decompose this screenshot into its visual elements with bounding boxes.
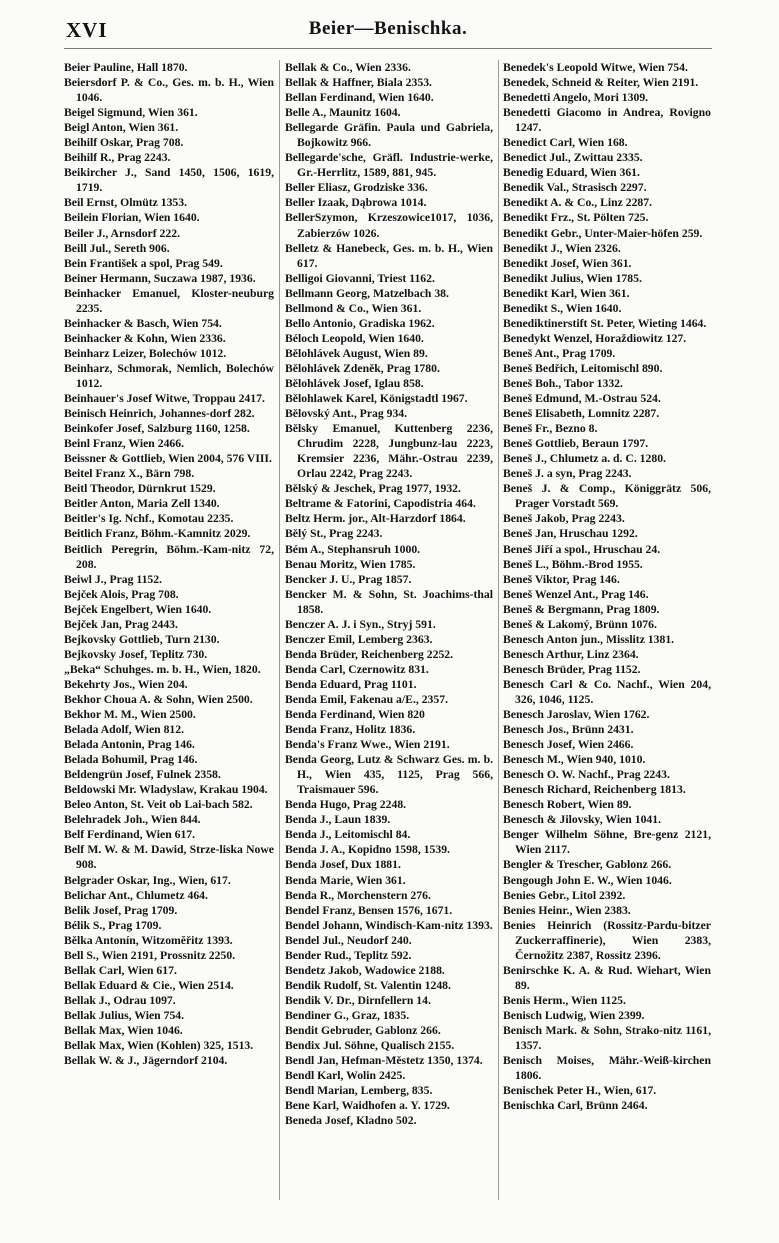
directory-entry: Bělka Antonín, Witzomĕřitz 1393. xyxy=(64,933,233,947)
directory-entry: Bělský & Jeschek, Prag 1977, 1932. xyxy=(285,482,461,496)
directory-entry: Benesch Anton jun., Misslitz 1381. xyxy=(503,632,675,646)
directory-entry: Beneš Jan, Hruschau 1292. xyxy=(503,527,638,541)
directory-entry: Belehradek Joh., Wien 844. xyxy=(64,813,201,827)
directory-entry: Benischka Carl, Brünn 2464. xyxy=(503,1099,648,1113)
directory-entry: Benda Eduard, Prag 1101. xyxy=(285,677,417,691)
directory-entry: Benda Franz, Holitz 1836. xyxy=(285,723,416,737)
directory-entry: Benda J., Laun 1839. xyxy=(285,813,391,827)
directory-entry: Benirschke K. A. & Rud. Wiehart, Wien 89. xyxy=(503,963,711,992)
directory-entry: Bencker J. U., Prag 1857. xyxy=(285,572,412,586)
directory-entry: Bene Karl, Waidhofen a. Y. 1729. xyxy=(285,1099,450,1113)
directory-entry: Bejkovsky Josef, Teplitz 730. xyxy=(64,647,208,661)
directory-entry: Beneš Fr., Bezno 8. xyxy=(503,422,598,436)
directory-entry: Benedetti Giacomo in Andrea, Rovigno 1247. xyxy=(503,106,711,135)
directory-entry: Belligoi Giovanni, Triest 1162. xyxy=(285,271,435,285)
directory-entry: Bengler & Trescher, Gablonz 266. xyxy=(503,858,672,872)
directory-entry: Benesch O. W. Nachf., Prag 2243. xyxy=(503,768,670,782)
directory-entry: Beitlich Peregrin, Böhm.-Kam-nitz 72, 208. xyxy=(64,542,274,571)
directory-entry: Belle A., Maunitz 1604. xyxy=(285,106,401,120)
column-divider xyxy=(279,60,280,1200)
page-number: XVI xyxy=(66,18,108,42)
directory-entry: Bendl Marian, Lemberg, 835. xyxy=(285,1084,433,1098)
directory-entry: Bendiner G., Graz, 1835. xyxy=(285,1008,410,1022)
directory-entry: Bělsky Emanuel, Kuttenberg 2236, Chrudim 2228, Jungbunz-lau 2223, Kremsier 2236, Mähr.-Ostrau 2239, Orlau 2242, Prag 2243. xyxy=(285,422,493,481)
directory-entry: Bendix Jul. Söhne, Qualisch 2155. xyxy=(285,1039,455,1053)
directory-entry: Beneš Bedřich, Leitomischl 890. xyxy=(503,361,663,375)
directory-entry: Beneš J., Chlumetz a. d. C. 1280. xyxy=(503,452,666,466)
directory-entry: Beltrame & Fatorini, Capodistria 464. xyxy=(285,497,476,511)
directory-entry: Benedik Val., Strasisch 2297. xyxy=(503,181,647,195)
directory-entry: Bellegarde Gräfin. Paula und Gabriela, Bojkowitz 966. xyxy=(285,121,493,150)
directory-entry: Beltz Herm. jor., Alt-Harzdorf 1864. xyxy=(285,512,466,526)
directory-entry: Bělohlávek Josef, Iglau 858. xyxy=(285,376,424,390)
directory-entry: Bellmann Georg, Matzelbach 38. xyxy=(285,286,449,300)
directory-entry: Beneda Josef, Kladno 502. xyxy=(285,1114,417,1128)
directory-entry: Beil Ernst, Olmütz 1353. xyxy=(64,196,188,210)
directory-entry: „Beka“ Schuhges. m. b. H., Wien, 1820. xyxy=(64,662,261,676)
directory-entry: Beill Jul., Sereth 906. xyxy=(64,241,170,255)
directory-entry: Belf Ferdinand, Wien 617. xyxy=(64,828,196,842)
directory-entry: Beinl Franz, Wien 2466. xyxy=(64,437,185,451)
directory-entry: Bělohlávek Zdeněk, Prag 1780. xyxy=(285,361,440,375)
column-1 xyxy=(64,60,274,1232)
page-header xyxy=(58,18,718,44)
directory-entry: Benedykt Wenzel, Horaždiowitz 127. xyxy=(503,331,687,345)
directory-entry: Benedikt Karl, Wien 361. xyxy=(503,286,630,300)
directory-entry: Bellak Julius, Wien 754. xyxy=(64,1008,185,1022)
directory-entry: Benda Hugo, Prag 2248. xyxy=(285,798,407,812)
directory-entry: Benda Brüder, Reichenberg 2252. xyxy=(285,647,454,661)
directory-entry: Benischek Peter H., Wien, 617. xyxy=(503,1084,657,1098)
directory-entry: Benesch Brüder, Prag 1152. xyxy=(503,662,641,676)
directory-entry: Beinisch Heinrich, Johannes-dorf 282. xyxy=(64,407,255,421)
directory-entry: Beller Eliasz, Grodziske 336. xyxy=(285,181,428,195)
directory-entry: Benesch Arthur, Linz 2364. xyxy=(503,647,639,661)
directory-entry: Beiler J., Arnsdorf 222. xyxy=(64,226,181,240)
directory-entry: Beiner Hermann, Suczawa 1987, 1936. xyxy=(64,271,256,285)
directory-entry: Benesch Richard, Reichenberg 1813. xyxy=(503,783,686,797)
directory-entry: Bělovský Ant., Prag 934. xyxy=(285,407,408,421)
directory-entry: Benedikt A. & Co., Linz 2287. xyxy=(503,196,653,210)
directory-entry: Beilein Florian, Wien 1640. xyxy=(64,211,200,225)
directory-entry: Beier Pauline, Hall 1870. xyxy=(64,61,188,74)
page-title: Beier—Benischka. xyxy=(308,18,468,39)
directory-entry: Benedig Eduard, Wien 361. xyxy=(503,166,640,180)
directory-entry: Benies Heinrich (Rossitz-Pardu-bitzer Zuckerraffinerie), Wien 2383, Černožitz 2387, Rossitz 2396. xyxy=(503,918,711,962)
directory-entry: Benedict Carl, Wien 168. xyxy=(503,136,628,150)
directory-entry: Belichar Ant., Chlumetz 464. xyxy=(64,888,208,902)
directory-entry: Beller Izaak, Dąbrowa 1014. xyxy=(285,196,427,210)
directory-entry: Beneš & Lakomý, Brünn 1076. xyxy=(503,617,657,631)
directory-entry: Bélik S., Prag 1709. xyxy=(64,918,162,932)
directory-entry: Beneš J. a syn, Prag 2243. xyxy=(503,467,632,481)
directory-entry: Beihilf R., Prag 2243. xyxy=(64,151,171,165)
directory-entry: Beissner & Gottlieb, Wien 2004, 576 VIII. xyxy=(64,452,272,466)
directory-entry: Belada Bohumil, Prag 146. xyxy=(64,753,198,767)
directory-entry: BellerSzymon, Krzeszowice1017, 1036, Zabierzów 1026. xyxy=(285,211,493,240)
directory-entry: Benda Georg, Lutz & Schwarz Ges. m. b. H., Wien 435, 1125, Prag 566, Traismauer 596. xyxy=(285,753,493,797)
directory-entry: Benda J. A., Kopidno 1598, 1539. xyxy=(285,843,450,857)
directory-entry: Beneš Boh., Tabor 1332. xyxy=(503,376,623,390)
directory-entry: Bellak Carl, Wien 617. xyxy=(64,963,177,977)
directory-entry: Benedikt J., Wien 2326. xyxy=(503,241,621,255)
directory-entry: Beneš Viktor, Prag 146. xyxy=(503,572,620,586)
directory-entry: Benesch Carl & Co. Nachf., Wien 204, 326, 1046, 1125. xyxy=(503,677,711,706)
directory-entry: Benger Wilhelm Söhne, Bre-genz 2121, Wien 2117. xyxy=(503,828,711,857)
directory-entry: Bello Antonio, Gradiska 1962. xyxy=(285,316,435,330)
directory-entry: Beinkofer Josef, Salzburg 1160, 1258. xyxy=(64,422,250,436)
directory-entry: Benda R., Morchenstern 276. xyxy=(285,888,431,902)
directory-entry: Bellak & Haffner, Biala 2353. xyxy=(285,76,432,90)
directory-entry: Beihilf Oskar, Prag 708. xyxy=(64,136,184,150)
directory-entry: Benedek's Leopold Witwe, Wien 754. xyxy=(503,61,688,74)
directory-entry: Beinharz Leizer, Bolechów 1012. xyxy=(64,346,227,360)
directory-entry: Beigel Sigmund, Wien 361. xyxy=(64,106,198,120)
directory-entry: Beldengrün Josef, Fulnek 2358. xyxy=(64,768,221,782)
directory-entry: Beneš Ant., Prag 1709. xyxy=(503,346,616,360)
directory-entry: Beleo Anton, St. Veit ob Lai-bach 582. xyxy=(64,798,253,812)
directory-entry: Benisch Ludwig, Wien 2399. xyxy=(503,1008,645,1022)
directory-entry: Bendl Karl, Wolin 2425. xyxy=(285,1069,406,1083)
directory-entry: Bekhor Choua A. & Sohn, Wien 2500. xyxy=(64,692,253,706)
directory-entry: Belada Antonin, Prag 146. xyxy=(64,738,195,752)
directory-entry: Bělohlawek Karel, Königstadtl 1967. xyxy=(285,392,468,406)
directory-entry: Beinhacker Emanuel, Kloster-neuburg 2235. xyxy=(64,286,274,315)
directory-entry: Bělohlávek August, Wien 89. xyxy=(285,346,428,360)
directory-entry: Belik Josef, Prag 1709. xyxy=(64,903,178,917)
directory-entry: Beitler's Ig. Nchf., Komotau 2235. xyxy=(64,512,234,526)
directory-entry: Beneš Jakob, Prag 2243. xyxy=(503,512,625,526)
directory-entry: Bender Rud., Teplitz 592. xyxy=(285,948,412,962)
directory-entry: Benesch Robert, Wien 89. xyxy=(503,798,632,812)
directory-entry: Benisch Mark. & Sohn, Strako-nitz 1161, 1357. xyxy=(503,1024,711,1053)
directory-entry: Bencker M. & Sohn, St. Joachims-thal 1858. xyxy=(285,587,493,616)
column-2 xyxy=(285,60,493,1232)
directory-entry: Bellak W. & J., Jägerndorf 2104. xyxy=(64,1054,228,1068)
directory-entry: Bendik Rudolf, St. Valentin 1248. xyxy=(285,978,451,992)
directory-entry: Bell S., Wien 2191, Prossnitz 2250. xyxy=(64,948,236,962)
directory-entry: Béloch Leopold, Wien 1640. xyxy=(285,331,424,345)
directory-entry: Benczer A. J. i Syn., Stryj 591. xyxy=(285,617,436,631)
directory-entry: Bellak Max, Wien (Kohlen) 325, 1513. xyxy=(64,1039,254,1053)
directory-entry: Beneš Elisabeth, Lomnitz 2287. xyxy=(503,407,660,421)
directory-entry: Benesch Josef, Wien 2466. xyxy=(503,738,634,752)
column-divider xyxy=(498,60,499,1200)
directory-entry: Bendel Jul., Neudorf 240. xyxy=(285,933,412,947)
directory-entry: Belletz & Hanebeck, Ges. m. b. H., Wien 617. xyxy=(285,241,493,270)
directory-entry: Benis Herm., Wien 1125. xyxy=(503,993,626,1007)
directory-entry: Bellak Max, Wien 1046. xyxy=(64,1024,183,1037)
directory-entry: Beinhacker & Basch, Wien 754. xyxy=(64,316,222,330)
column-3 xyxy=(503,60,711,1232)
directory-entry: Beinhacker & Kohn, Wien 2336. xyxy=(64,331,226,345)
directory-entry: Benies Heinr., Wien 2383. xyxy=(503,903,631,917)
directory-entry: Beneš Gottlieb, Beraun 1797. xyxy=(503,437,649,451)
directory-entry: Bendl Jan, Hefman-Městetz 1350, 1374. xyxy=(285,1054,483,1068)
directory-entry: Bellmond & Co., Wien 361. xyxy=(285,301,422,315)
directory-entry: Benedikt S., Wien 1640. xyxy=(503,301,622,315)
directory-entry: Beinhauer's Josef Witwe, Troppau 2417. xyxy=(64,392,265,406)
directory-entry: Beitel Franz X., Bärn 798. xyxy=(64,467,195,481)
directory-entry: Bělý St., Prag 2243. xyxy=(285,527,383,541)
directory-entry: Belgrader Oskar, Ing., Wien, 617. xyxy=(64,873,231,887)
directory-entry: Bellan Ferdinand, Wien 1640. xyxy=(285,91,434,105)
directory-entry: Beldowski Mr. Wladyslaw, Krakau 1904. xyxy=(64,783,268,797)
directory-entry: Bendik V. Dr., Dirnfellern 14. xyxy=(285,993,431,1007)
directory-entry: Beinharz, Schmorak, Nemlich, Bolechów 1012. xyxy=(64,361,274,390)
directory-entry: Benedict Jul., Zwittau 2335. xyxy=(503,151,643,165)
directory-entry: Benediktinerstift St. Peter, Wieting 1464. xyxy=(503,316,707,330)
directory-entry: Bejček Jan, Prag 2443. xyxy=(64,617,178,631)
directory-entry: Bekhor M. M., Wien 2500. xyxy=(64,708,196,722)
directory-entry: Beitlich Franz, Böhm.-Kamnitz 2029. xyxy=(64,527,251,541)
directory-entry: Bellak Eduard & Cie., Wien 2514. xyxy=(64,978,234,992)
directory-entry: Beneš & Bergmann, Prag 1809. xyxy=(503,602,660,616)
directory-entry: Beiwl J., Prag 1152. xyxy=(64,572,163,586)
directory-entry: Benda J., Leitomischl 84. xyxy=(285,828,411,842)
directory-entry: Beneš Edmund, M.-Ostrau 524. xyxy=(503,392,661,406)
directory-entry: Bendetz Jakob, Wadowice 2188. xyxy=(285,963,445,977)
directory-entry: Beikircher J., Sand 1450, 1506, 1619, 1719. xyxy=(64,166,274,195)
directory-entry: Benedek, Schneid & Reiter, Wien 2191. xyxy=(503,76,699,90)
directory-entry: Beitler Anton, Maria Zell 1340. xyxy=(64,497,220,511)
directory-entry: Beiersdorf P. & Co., Ges. m. b. H., Wien 1046. xyxy=(64,76,274,105)
directory-entry: Benedikt Gebr., Unter-Maier-höfen 259. xyxy=(503,226,703,240)
directory-entry: Benda Ferdinand, Wien 820 xyxy=(285,708,425,722)
directory-entry: Beneš Jiří a spol., Hruschau 24. xyxy=(503,542,661,556)
directory-entry: Benczer Emil, Lemberg 2363. xyxy=(285,632,433,646)
directory-entry: Beneš J. & Comp., Königgrätz 506, Prager Vorstadt 569. xyxy=(503,482,711,511)
directory-entry: Beitl Theodor, Dürnkrut 1529. xyxy=(64,482,216,496)
directory-entry: Benedikt Josef, Wien 361. xyxy=(503,256,632,270)
directory-entry: Bendel Johann, Windisch-Kam-nitz 1393. xyxy=(285,918,493,932)
directory-entry: Bekehrty Jos., Wien 204. xyxy=(64,677,188,691)
directory-entry: Benda Marie, Wien 361. xyxy=(285,873,406,887)
directory-entry: Bejkovsky Gottlieb, Turn 2130. xyxy=(64,632,220,646)
directory-entry: Benedetti Angelo, Mori 1309. xyxy=(503,91,649,105)
directory-entry: Bém A., Stephansruh 1000. xyxy=(285,542,421,556)
directory-entry: Belf M. W. & M. Dawid, Strze-liska Nowe 908. xyxy=(64,843,274,872)
header-rule xyxy=(64,48,712,49)
directory-entry: Bein František a spol, Prag 549. xyxy=(64,256,223,270)
directory-entry: Benedikt Frz., St. Pölten 725. xyxy=(503,211,649,225)
directory-entry: Benesch & Jilovsky, Wien 1041. xyxy=(503,813,662,827)
directory-entry: Bellak & Co., Wien 2336. xyxy=(285,61,411,74)
directory-entry: Benda Emil, Fakenau a/E., 2357. xyxy=(285,692,449,706)
directory-entry: Bejček Alois, Prag 708. xyxy=(64,587,179,601)
directory-entry: Bengough John E. W., Wien 1046. xyxy=(503,873,672,887)
directory-entry: Benesch M., Wien 940, 1010. xyxy=(503,753,646,767)
directory-entry: Beneš Wenzel Ant., Prag 146. xyxy=(503,587,649,601)
directory-entry: Bendel Franz, Bensen 1576, 1671. xyxy=(285,903,453,917)
directory-entry: Benda Carl, Czernowitz 831. xyxy=(285,662,429,676)
directory-entry: Beneš L., Böhm.-Brod 1955. xyxy=(503,557,643,571)
directory-entry: Belada Adolf, Wien 812. xyxy=(64,723,185,737)
directory-entry: Benedikt Julius, Wien 1785. xyxy=(503,271,642,285)
directory-entry: Bellak J., Odrau 1097. xyxy=(64,993,176,1007)
directory-entry: Benesch Jaroslav, Wien 1762. xyxy=(503,708,650,722)
directory-entry: Benda's Franz Wwe., Wien 2191. xyxy=(285,738,450,752)
directory-entry: Benau Moritz, Wien 1785. xyxy=(285,557,416,571)
directory-entry: Benda Josef, Dux 1881. xyxy=(285,858,401,872)
directory-entry: Bejček Engelbert, Wien 1640. xyxy=(64,602,212,616)
directory-entry: Benies Gebr., Litol 2392. xyxy=(503,888,626,902)
directory-entry: Benisch Moises, Mähr.-Weiß-kirchen 1806. xyxy=(503,1054,711,1083)
directory-entry: Benesch Jos., Brünn 2431. xyxy=(503,723,634,737)
directory-entry: Bendit Gebruder, Gablonz 266. xyxy=(285,1024,441,1037)
directory-entry: Beigl Anton, Wien 361. xyxy=(64,121,179,135)
directory-entry: Bellegarde'sche, Gräfl. Industrie-werke, Gr.-Herrlitz, 1589, 881, 945. xyxy=(285,151,493,180)
